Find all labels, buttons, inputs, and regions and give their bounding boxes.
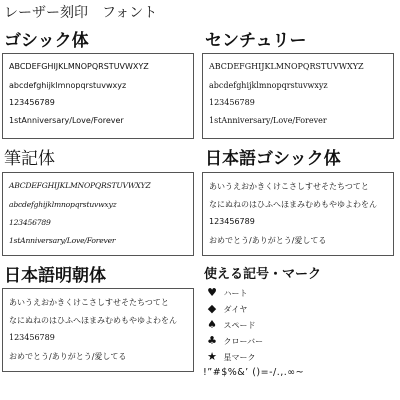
century-sample-box [202,53,394,139]
club-icon: ♣ [207,334,217,347]
page-title: レーザー刻印 フォント [4,5,158,21]
symbol-label-spade: スペード [223,321,256,330]
mincho-digits: 123456789 [9,333,55,342]
mincho-phrase: おめでとう/ありがとう/愛してる [9,352,127,361]
script-digits: 123456789 [9,218,51,227]
gothic-uppercase: ABCDEFGHIJKLMNOPQRSTUVWXYZ [9,62,149,71]
script-sample-box [2,172,194,256]
gothic-heading: ゴシック体 [4,31,89,51]
jp-gothic-digits: 123456789 [209,217,255,226]
symbol-label-club: クローバー [223,337,264,346]
gothic-digits: 123456789 [9,98,55,107]
symbol-label-star: 星マーク [223,353,256,362]
diamond-icon: ◆ [207,302,217,315]
jp-gothic-line-2: なにぬねのはひふへほまみむめもやゆよわをん [209,200,377,209]
symbol-row-spade [203,318,256,331]
symbol-row-star [203,350,256,363]
star-icon: ★ [207,350,217,363]
gothic-sample-box [2,53,194,139]
century-phrase: 1stAnniversary/Love/Forever [209,116,327,125]
century-digits: 123456789 [209,98,255,107]
mincho-sample-box [2,288,194,372]
script-lowercase: abcdefghijklmnopqrstuvwxyz [9,200,117,209]
script-phrase: 1stAnniversary/Love/Forever [9,236,116,245]
mincho-line-2: なにぬねのはひふへほまみむめもやゆよわをん [9,316,177,325]
gothic-phrase: 1stAnniversary/Love/Forever [9,116,124,125]
symbol-row-diamond [203,302,247,315]
symbols-heading: 使える記号・マーク [204,267,322,282]
jp-gothic-line-1: あいうえおかきくけこさしすせそたちつてと [209,182,369,191]
century-lowercase: abcdefghijklmnopqrstuvwxyz [209,81,328,90]
symbol-characters: !”#$%&’ ()=-/.,.∞~ [203,367,305,378]
jp-gothic-heading: 日本語ゴシック体 [205,149,341,169]
mincho-line-1: あいうえおかきくけこさしすせそたちつてと [9,298,169,307]
symbol-label-diamond: ダイヤ [223,305,248,314]
mincho-heading: 日本語明朝体 [4,266,106,286]
century-uppercase: ABCDEFGHIJKLMNOPQRSTUVWXYZ [209,62,364,71]
spade-icon: ♠ [207,318,217,331]
heart-icon: ♥ [207,286,217,299]
gothic-lowercase: abcdefghijklmnopqrstuvwxyz [9,81,127,90]
jp-gothic-sample-box [202,172,394,256]
symbol-row-club [203,334,263,347]
symbol-row-heart [203,286,248,299]
century-heading: センチュリー [205,31,307,51]
jp-gothic-phrase: おめでとう/ありがとう/愛してる [209,236,327,245]
symbol-label-heart: ハート [223,289,248,298]
script-uppercase: ABCDEFGHIJKLMNOPQRSTUVWXYZ [9,181,151,190]
script-heading: 筆記体 [4,149,55,169]
